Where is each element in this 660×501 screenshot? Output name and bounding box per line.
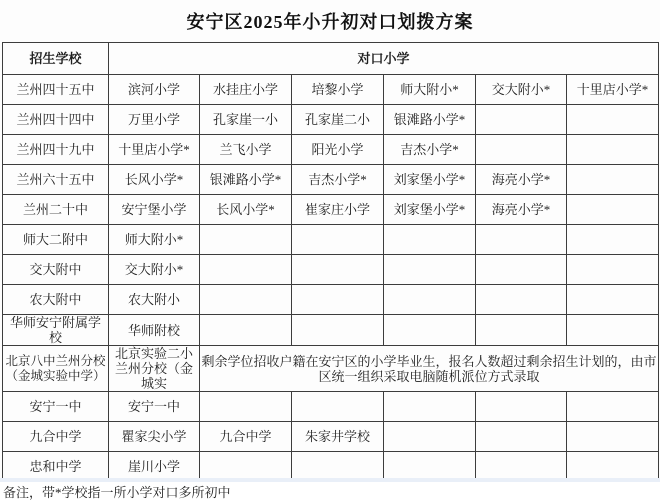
primary-school: 瞿家尖小学 — [109, 422, 200, 452]
primary-school — [476, 285, 567, 315]
table-row — [3, 135, 659, 165]
primary-school: 安宁堡小学 — [109, 195, 200, 225]
primary-school — [567, 105, 659, 135]
table-row — [3, 75, 659, 105]
primary-school: 农大附小 — [109, 285, 200, 315]
primary-school — [200, 255, 292, 285]
school-name: 兰州四十五中 — [3, 75, 109, 105]
primary-school: 刘家堡小学* — [384, 195, 476, 225]
primary-school — [384, 422, 476, 452]
primary-school — [476, 255, 567, 285]
allocation-note: 剩余学位招收户籍在安宁区的小学毕业生，报名人数超过剩余招生计划的，由市区统一组织采取电脑随机派位方式录取 — [200, 346, 659, 392]
primary-school: 长风小学* — [109, 165, 200, 195]
primary-school — [567, 165, 659, 195]
primary-school: 海亮小学* — [476, 165, 567, 195]
footnote: 备注，带*学校指一所小学对口多所初中 — [3, 485, 231, 500]
primary-school — [200, 392, 292, 422]
primary-school — [292, 452, 384, 482]
primary-school: 崔家庄小学 — [292, 195, 384, 225]
table-row — [3, 195, 659, 225]
primary-school — [567, 225, 659, 255]
primary-school — [292, 315, 384, 346]
table-row — [3, 452, 659, 482]
primary-school — [200, 285, 292, 315]
primary-school: 万里小学 — [109, 105, 200, 135]
primary-school — [200, 225, 292, 255]
header-school-col: 招生学校 — [3, 43, 109, 75]
primary-school — [476, 422, 567, 452]
table-row — [3, 346, 659, 392]
primary-school: 长风小学* — [200, 195, 292, 225]
primary-school: 银滩路小学* — [384, 105, 476, 135]
primary-school — [476, 225, 567, 255]
header-primary-col: 对口小学 — [109, 43, 659, 75]
primary-school: 北京实验二小兰州分校（金城实 — [109, 346, 200, 392]
primary-school: 海亮小学* — [476, 195, 567, 225]
primary-school — [476, 452, 567, 482]
primary-school — [567, 135, 659, 165]
primary-school — [567, 195, 659, 225]
primary-school: 吉杰小学* — [384, 135, 476, 165]
allocation-table — [2, 42, 659, 482]
table-row — [3, 422, 659, 452]
table-header-row — [3, 43, 659, 75]
primary-school — [200, 315, 292, 346]
primary-school: 水挂庄小学 — [200, 75, 292, 105]
primary-school — [567, 255, 659, 285]
primary-school — [567, 285, 659, 315]
primary-school: 银滩路小学* — [200, 165, 292, 195]
school-name: 北京八中兰州分校（金城实验中学） — [3, 346, 109, 392]
table-row — [3, 165, 659, 195]
page-title: 安宁区2025年小升初对口划拨方案 — [186, 12, 474, 32]
primary-school: 华师附校 — [109, 315, 200, 346]
primary-school — [567, 315, 659, 346]
primary-school: 交大附小* — [476, 75, 567, 105]
primary-school: 孔家崖一小 — [200, 105, 292, 135]
primary-school: 九合中学 — [200, 422, 292, 452]
primary-school — [567, 392, 659, 422]
school-name: 华师安宁附属学校 — [3, 315, 109, 346]
school-name: 农大附中 — [3, 285, 109, 315]
school-name: 交大附中 — [3, 255, 109, 285]
primary-school: 安宁一中 — [109, 392, 200, 422]
primary-school: 朱家井学校 — [292, 422, 384, 452]
school-name: 安宁一中 — [3, 392, 109, 422]
primary-school: 孔家崖二小 — [292, 105, 384, 135]
primary-school — [292, 225, 384, 255]
primary-school — [476, 135, 567, 165]
school-name: 师大二附中 — [3, 225, 109, 255]
table-row — [3, 285, 659, 315]
primary-school — [567, 422, 659, 452]
school-name: 九合中学 — [3, 422, 109, 452]
primary-school: 吉杰小学* — [292, 165, 384, 195]
primary-school: 崖川小学 — [109, 452, 200, 482]
table-row — [3, 315, 659, 346]
primary-school: 十里店小学* — [567, 75, 659, 105]
primary-school: 交大附小* — [109, 255, 200, 285]
primary-school — [384, 255, 476, 285]
primary-school — [292, 392, 384, 422]
primary-school — [384, 315, 476, 346]
school-name: 兰州四十九中 — [3, 135, 109, 165]
table-row — [3, 225, 659, 255]
bottom-strip — [0, 478, 660, 482]
school-name: 忠和中学 — [3, 452, 109, 482]
primary-school: 兰飞小学 — [200, 135, 292, 165]
school-name: 兰州二十中 — [3, 195, 109, 225]
primary-school: 阳光小学 — [292, 135, 384, 165]
primary-school — [567, 452, 659, 482]
school-name: 兰州四十四中 — [3, 105, 109, 135]
school-name: 兰州六十五中 — [3, 165, 109, 195]
primary-school — [200, 452, 292, 482]
primary-school: 师大附小* — [109, 225, 200, 255]
table-row — [3, 255, 659, 285]
primary-school: 滨河小学 — [109, 75, 200, 105]
primary-school — [476, 392, 567, 422]
primary-school — [384, 392, 476, 422]
primary-school — [292, 255, 384, 285]
primary-school: 师大附小* — [384, 75, 476, 105]
table-row — [3, 105, 659, 135]
primary-school — [384, 285, 476, 315]
primary-school — [384, 452, 476, 482]
primary-school — [384, 225, 476, 255]
table-row — [3, 392, 659, 422]
primary-school: 十里店小学* — [109, 135, 200, 165]
primary-school — [476, 315, 567, 346]
primary-school — [292, 285, 384, 315]
primary-school: 培黎小学 — [292, 75, 384, 105]
primary-school: 刘家堡小学* — [384, 165, 476, 195]
primary-school — [476, 105, 567, 135]
